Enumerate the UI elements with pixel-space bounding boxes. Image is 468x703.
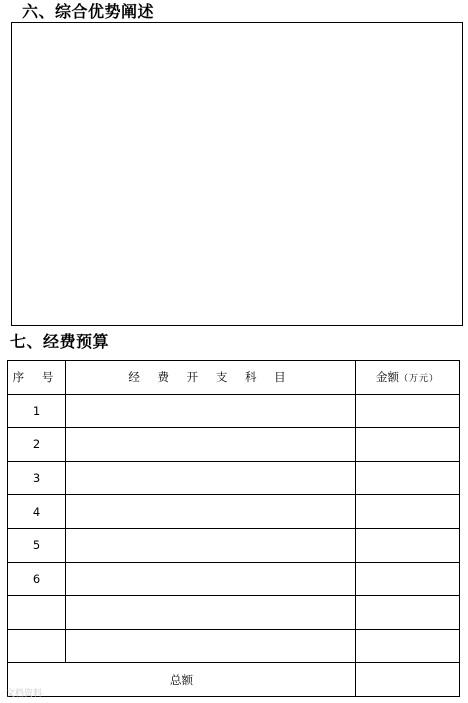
header-amount: 金额（万元） xyxy=(356,361,460,395)
row-seq-cell: 2 xyxy=(8,428,66,462)
row-amount-cell[interactable] xyxy=(356,528,460,562)
budget-table-row xyxy=(8,428,460,462)
row-item-cell[interactable] xyxy=(66,562,356,596)
row-seq-cell xyxy=(8,596,66,630)
row-item-cell[interactable] xyxy=(66,629,356,663)
row-amount-cell[interactable] xyxy=(356,428,460,462)
row-seq-cell: 6 xyxy=(8,562,66,596)
budget-table-row xyxy=(8,495,460,529)
row-amount-cell[interactable] xyxy=(356,629,460,663)
budget-table-row xyxy=(8,528,460,562)
row-seq-cell xyxy=(8,629,66,663)
row-item-cell[interactable] xyxy=(66,394,356,428)
row-seq-cell: 3 xyxy=(8,461,66,495)
budget-table-row xyxy=(8,596,460,630)
budget-table-row xyxy=(8,629,460,663)
row-amount-cell[interactable] xyxy=(356,461,460,495)
header-seq: 序 号 xyxy=(8,361,66,395)
budget-table-row xyxy=(8,562,460,596)
row-amount-cell[interactable] xyxy=(356,596,460,630)
row-item-cell[interactable] xyxy=(66,596,356,630)
budget-table xyxy=(7,360,460,697)
budget-total-row xyxy=(8,663,460,697)
row-amount-cell[interactable] xyxy=(356,562,460,596)
row-item-cell[interactable] xyxy=(66,528,356,562)
row-item-cell[interactable] xyxy=(66,428,356,462)
header-item: 经 费 开 支 科 目 xyxy=(66,361,356,395)
row-item-cell[interactable] xyxy=(66,461,356,495)
row-amount-cell[interactable] xyxy=(356,394,460,428)
total-value-cell[interactable] xyxy=(356,663,460,697)
budget-table-row xyxy=(8,461,460,495)
section-6-heading: 六、综合优势阐述 xyxy=(22,2,155,21)
watermark: 文档资料 xyxy=(6,689,43,699)
budget-table-row xyxy=(8,394,460,428)
budget-table-header-row xyxy=(8,361,460,395)
row-amount-cell[interactable] xyxy=(356,495,460,529)
row-seq-cell: 5 xyxy=(8,528,66,562)
row-seq-cell: 4 xyxy=(8,495,66,529)
row-item-cell[interactable] xyxy=(66,495,356,529)
advantages-text-box[interactable] xyxy=(11,22,463,326)
total-label: 总额 xyxy=(8,663,356,697)
section-7-heading: 七、经费预算 xyxy=(10,332,110,351)
row-seq-cell: 1 xyxy=(8,394,66,428)
